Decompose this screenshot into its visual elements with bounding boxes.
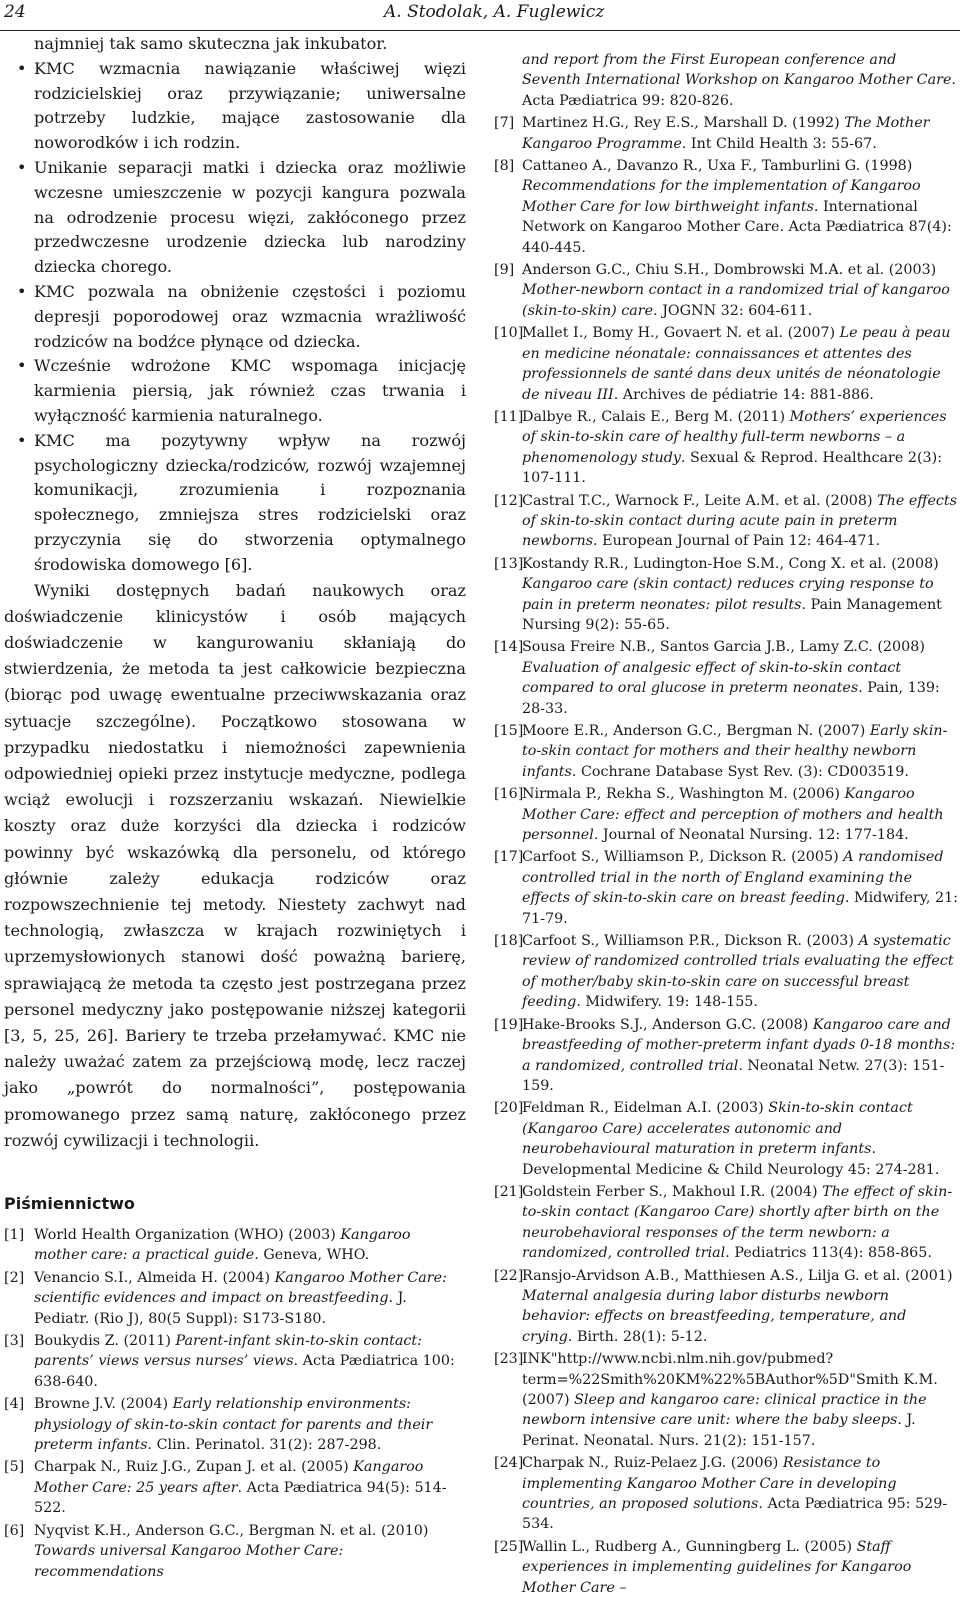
reference-authors: Boukydis Z. (2011): [34, 1333, 176, 1350]
reference-number: [1]: [4, 1227, 25, 1243]
bullet-list: [4, 32, 466, 578]
bullet-dot-icon: •: [17, 58, 27, 78]
reference-number: [15]: [494, 723, 524, 739]
reference-source: . Geneva, WHO.: [254, 1247, 370, 1264]
reference-title: Parent-infant skin-to-skin contact: parents’ views versus nurses’ views: [34, 1333, 422, 1370]
reference-source: . Int Child Health 3: 55-67.: [681, 135, 877, 152]
reference-authors: Moore E.R., Anderson G.C., Bergman N. (2007): [522, 723, 870, 739]
reference-source: . Pediatrics 113(4): 858-865.: [725, 1245, 932, 1262]
body-paragraph: Wyniki dostępnych badań naukowych oraz doświadczenie klinicystów i osób mających doświadczenie w kangurowaniu skłaniają do stwierdzenia, że metoda ta jest całkowicie bezpieczna (biorąc pod uwagę ewentualne przeciwwskazania oraz sytuacje szczególne). Początkowo stosowana w przypadku niedostatku i niemożności zapewnienia odpowiedniej opieki przez instytucje medyczne, podlega wciąż ewolucji i rozszerzaniu wskazań. Niewielkie koszty oraz duże korzyści dla dziecka i rodziców powinny być wskazówką dla personelu, od którego głównie zależy edukacja rodziców oraz rozpowszechnienie tej metody. Niestety zachwyt nad technologią, zwłaszcza w krajach rozwiniętych i uprzemysłowionych stanowi dość poważną barierę, sprawiającą że metoda ta często jest postrzegana przez personel medyczny jako postępowanie niższej kategorii [3, 5, 25, 26]. Bariery te trzeba przełamywać. KMC nie należy uważać zatem za przejściową modę, lecz raczej jako „powrót do normalności”, postępowania promowanego przez samą naturę, zakłóconego przez rozwój cywilizacji i technologii.: [4, 580, 466, 1150]
reference-title: The Mother Kangaroo Programme: [522, 115, 930, 152]
reference-source: . Developmental Medicine & Child Neurology 45: 274-281.: [522, 1141, 940, 1178]
reference-authors: Browne J.V. (2004): [34, 1396, 173, 1413]
reference-source: . J. Perinat. Neonatal. Nurs. 21(2): 151-157.: [522, 1412, 916, 1449]
reference-number: [18]: [494, 933, 524, 950]
reference-title: Mother-newborn contact in a randomized trial of kangaroo (skin-to-skin) care: [522, 282, 950, 319]
bullet-item: [4, 32, 466, 57]
reference-item: [488, 156, 958, 258]
reference-number: [13]: [494, 555, 524, 572]
reference-item: [488, 784, 958, 845]
reference-authors: Carfoot S., Williamson P., Dickson R. (2005): [522, 849, 844, 866]
reference-source: . Sexual & Reprod. Healthcare 2(3): 107-111.: [522, 449, 943, 487]
reference-item: [488, 1453, 958, 1535]
reference-authors: Martinez H.G., Rey E.S., Marshall D. (1992): [522, 115, 845, 132]
reference-authors: Nyqvist K.H., Anderson G.C., Bergman N. et al. (2010): [34, 1522, 429, 1539]
reference-authors: Cattaneo A., Davanzo R., Uxa F., Tamburlini G. (1998): [522, 158, 913, 175]
reference-item: [488, 260, 958, 321]
reference-title: Evaluation of analgesic effect of skin-to-skin contact compared to oral glucose in preterm neonates: [522, 659, 902, 697]
bullet-dot-icon: •: [17, 356, 27, 376]
reference-authors: Goldstein Ferber S., Makhoul I.R. (2004): [522, 1183, 823, 1200]
reference-number: [12]: [494, 492, 524, 509]
reference-authors: Venancio S.I., Almeida H. (2004): [34, 1269, 275, 1286]
reference-number: [11]: [494, 408, 524, 425]
running-header: [0, 0, 960, 31]
reference-title: The effect of skin-to-skin contact (Kangaroo Care) shortly after birth on the neurobehavioral responses of the term newborn: a randomized, controlled trial: [522, 1183, 953, 1262]
reference-title: Early relationship environments: physiology of skin-to-skin contact for parents and their preterm infants: [34, 1396, 433, 1454]
reference-source: . Midwifery, 21: 71-79.: [522, 890, 959, 927]
reference-item: [488, 491, 958, 552]
reference-item: [4, 1331, 466, 1392]
reference-authors: Mallet I., Bomy H., Govaert N. et al. (2007): [522, 325, 840, 342]
reference-number: [22]: [494, 1267, 524, 1284]
bullet-text: KMC pozwala na obniżenie częstości i poziomu depresji poporodowej oraz wzmacnia wrażliwość rodziców na bodźce płynące od dziecka.: [34, 281, 466, 351]
reference-authors: Carfoot S., Williamson P.R., Dickson R. (2003): [522, 933, 859, 950]
reference-item: [488, 554, 958, 636]
reference-title: Early skin-to-skin contact for mothers and their healthy newborn infants: [522, 723, 948, 780]
bullet-item: [4, 280, 466, 354]
reference-title: Mothers’ experiences of skin-to-skin care of healthy full-term newborns – a phenomenology study: [522, 408, 947, 466]
bullet-item: [4, 429, 466, 578]
reference-number: [16]: [494, 786, 524, 803]
reference-source: . Neonatal Netw. 27(3): 151-159.: [522, 1057, 945, 1094]
reference-title: Kangaroo Mother Care: scientific evidences and impact on breastfeeding: [34, 1269, 447, 1307]
reference-number: [20]: [494, 1100, 524, 1117]
bullet-dot-icon: •: [17, 281, 27, 301]
reference-title: The effects of skin-to-skin contact during acute pain in preterm newborns: [522, 492, 958, 550]
reference-authors: Sousa Freire N.B., Santos Garcia J.B., Lamy Z.C. (2008): [522, 639, 925, 656]
reference-item: [488, 1098, 958, 1180]
reference-item: [488, 1537, 958, 1598]
reference-source: . Archives de pédiatrie 14: 881-886.: [613, 386, 874, 403]
bullet-text: najmniej tak samo skuteczna jak inkubator.: [34, 34, 388, 53]
bullet-text: KMC ma pozytywny wpływ na rozwój psychologiczny dziecka/rodziców, rozwój wzajemnej komunikacji, zrozumienia i rozpoznania społecznego, zmniejsza stres rodzicielski oraz przyczynia się do stworzenia optymalnego środowiska domowego [6].: [34, 430, 466, 574]
page-number: 24: [4, 2, 26, 22]
bullet-text: Wcześnie wdrożone KMC wspomaga inicjację karmienia piersią, jak również czas trwania i wyłączność karmienia naturalnego.: [34, 356, 466, 425]
reference-authors: Anderson G.C., Chiu S.H., Dombrowski M.A. et al. (2003): [522, 262, 937, 279]
reference-item: [488, 113, 958, 154]
reference-item: [488, 323, 958, 405]
reference-authors: Charpak N., Ruiz-Pelaez J.G. (2006): [522, 1455, 783, 1472]
references-heading: Piśmiennictwo: [4, 1194, 135, 1213]
bullet-text: Unikanie separacji matki i dziecka oraz możliwie wczesne umieszczenie w pozycji kangura pozwala na odrodzenie procesu więzi, zakłóconego przez przedwczesne urodzenie dziecka lub narodziny dziecka chorego.: [34, 157, 466, 277]
reference-source: . J. Pediatr. (Rio J), 80(5 Suppl): S173-S180.: [34, 1290, 407, 1327]
reference-item: [488, 1015, 958, 1097]
reference-title: A systematic review of randomized controlled trials evaluating the effect of mother/baby skin-to-skin care on successful breast feeding: [522, 933, 954, 1011]
reference-number: [19]: [494, 1016, 524, 1033]
reference-source: . Acta Pædiatrica 94(5): 514-522.: [34, 1479, 447, 1517]
reference-number: [5]: [4, 1459, 25, 1476]
reference-item: [488, 50, 958, 111]
reference-title: Staff experiences in implementing guidelines for Kangaroo Mother Care –: [522, 1538, 912, 1596]
reference-authors: INK"http://www.ncbi.nlm.nih.gov/pubmed?term=%22Smith%20KM%22%5BAuthor%5D"Smith K.M. (2007): [522, 1351, 938, 1408]
reference-number: [14]: [494, 639, 524, 656]
reference-authors: Castral T.C., Warnock F., Leite A.M. et al. (2008): [522, 492, 878, 509]
reference-title: Le peau à peau en medicine néonatale: connaissances et attentes des professionnels de santé dans deux unités de néonatologie de niveau III: [522, 325, 951, 403]
reference-number: [10]: [494, 325, 524, 342]
bullet-text: KMC wzmacnia nawiązanie właściwej więzi rodzicielskiej oraz przywiązanie; uniwersalne potrzeby ludzkie, mające zastosowanie dla noworodków i ich rodzin.: [34, 58, 466, 153]
reference-title: Kangaroo care (skin contact) reduces crying response to pain in preterm neonates: pilot results: [522, 576, 934, 613]
reference-authors: World Health Organization (WHO) (2003): [34, 1227, 341, 1243]
reference-title: Kangaroo care and breastfeeding of mother-preterm infant dyads 0-18 months: a randomized, controlled trial: [522, 1016, 956, 1074]
bullet-item: [4, 354, 466, 428]
reference-item: [488, 1349, 958, 1451]
reference-source: . European Journal of Pain 12: 464-471.: [593, 533, 881, 550]
reference-authors: Kostandy R.R., Ludington-Hoe S.M., Cong X. et al. (2008): [522, 555, 939, 572]
reference-title: A randomised controlled trial in the north of England examining the effects of skin-to-skin care on breast feeding: [522, 849, 944, 907]
reference-number: [4]: [4, 1396, 25, 1413]
reference-source: . JOGNN 32: 604-611.: [653, 302, 813, 319]
reference-title: Skin-to-skin contact (Kangaroo Care) accelerates autonomic and neurobehavioural maturation in preterm infants: [522, 1100, 913, 1158]
reference-source: . Acta Pædiatrica 100: 638-640.: [34, 1353, 455, 1390]
reference-item: [488, 1182, 958, 1264]
reference-title: Kangaroo Mother Care: effect and perception of mothers and health personnel: [522, 786, 944, 844]
reference-source: . Cochrane Database Syst Rev. (3): CD003519.: [571, 763, 909, 780]
reference-number: [2]: [4, 1269, 25, 1286]
reference-title: Resistance to implementing Kangaroo Mother Care in developing countries, an proposed solutions: [522, 1455, 897, 1513]
reference-item: [4, 1268, 466, 1329]
reference-number: [3]: [4, 1333, 25, 1350]
reference-source: . Pain, 139: 28-33.: [522, 680, 940, 717]
reference-item: [4, 1394, 466, 1455]
reference-source: . Birth. 28(1): 5-12.: [567, 1328, 708, 1345]
reference-number: [21]: [494, 1183, 524, 1200]
reference-authors: Charpak N., Ruiz J.G., Zupan J. et al. (2005): [34, 1459, 354, 1476]
reference-item: [4, 1457, 466, 1518]
reference-authors: Hake-Brooks S.J., Anderson G.C. (2008): [522, 1016, 813, 1033]
bullet-dot-icon: •: [17, 430, 27, 450]
reference-title: Recommendations for the implementation of Kangaroo Mother Care for low birthweight infants: [522, 178, 921, 215]
reference-item: [488, 721, 958, 782]
reference-number: [8]: [494, 158, 515, 175]
reference-title: Sleep and kangaroo care: clinical practice in the newborn intensive care unit: where the baby sleeps: [522, 1392, 927, 1429]
reference-source: . International Network on Kangaroo Mother Care. Acta Pædiatrica 87(4): 440-445.: [522, 198, 952, 256]
reference-authors: Ransjo-Arvidson A.B., Matthiesen A.S., Lilja G. et al. (2001): [522, 1267, 953, 1284]
reference-source: . Acta Pædiatrica 99: 820-826.: [522, 72, 956, 109]
reference-source: . Journal of Neonatal Nursing. 12: 177-184.: [593, 827, 909, 844]
reference-item: [488, 931, 958, 1013]
reference-title: Maternal analgesia during labor disturbs newborn behavior: effects on breastfeeding, temperature, and crying: [522, 1287, 907, 1345]
reference-item: [4, 1521, 466, 1582]
reference-item: [488, 847, 958, 929]
reference-title: Towards universal Kangaroo Mother Care: recommendations: [34, 1543, 344, 1580]
reference-list-left: [4, 1225, 466, 1582]
right-column: [488, 50, 958, 1600]
reference-authors: Dalbye R., Calais E., Berg M. (2011): [522, 408, 790, 425]
reference-number: [9]: [494, 262, 515, 279]
reference-title: and report from the First European conference and Seventh International Workshop on Kangaroo Mother Care: [522, 52, 952, 89]
reference-title: Kangaroo mother care: a practical guide: [34, 1227, 411, 1264]
reference-number: [25]: [494, 1538, 524, 1555]
running-header-authors: A. Stodolak, A. Fuglewicz: [384, 2, 605, 22]
bullet-item: [4, 156, 466, 280]
reference-item: [488, 637, 958, 719]
reference-number: [24]: [494, 1455, 524, 1472]
reference-authors: Feldman R., Eidelman A.I. (2003): [522, 1100, 769, 1117]
reference-number: [23]: [494, 1351, 524, 1368]
reference-number: [17]: [494, 849, 524, 866]
reference-item: [488, 407, 958, 489]
reference-item: [488, 1266, 958, 1348]
bullet-dot-icon: •: [17, 157, 27, 177]
reference-title: Kangaroo Mother Care: 25 years after: [34, 1459, 424, 1496]
reference-source: . Acta Pædiatrica 95: 529-534.: [522, 1496, 948, 1533]
left-column: [4, 32, 466, 1584]
reference-number: [7]: [494, 115, 515, 132]
reference-list-right: [488, 50, 958, 1598]
bullet-item: [4, 57, 466, 156]
reference-source: . Midwifery. 19: 148-155.: [576, 994, 758, 1011]
reference-source: . Clin. Perinatol. 31(2): 287-298.: [147, 1437, 382, 1454]
reference-source: . Pain Management Nursing 9(2): 55-65.: [522, 596, 942, 633]
reference-authors: Wallin L., Rudberg A., Gunningberg L. (2005): [522, 1538, 857, 1555]
reference-authors: Nirmala P., Rekha S., Washington M. (2006): [522, 786, 845, 803]
reference-number: [6]: [4, 1522, 25, 1539]
reference-item: [4, 1225, 466, 1266]
